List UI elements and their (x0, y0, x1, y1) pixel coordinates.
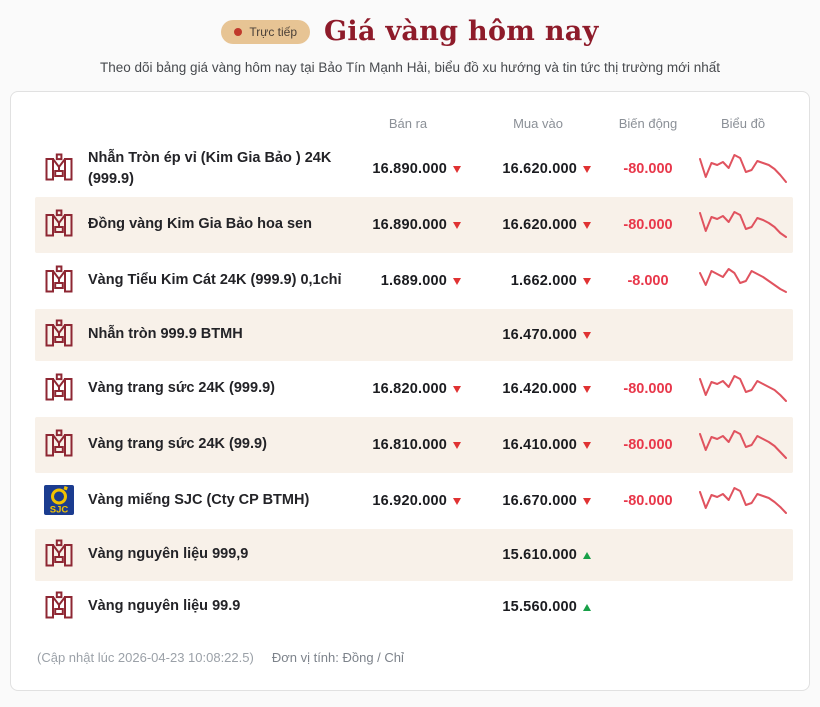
table-footer (35, 633, 793, 665)
buy-price: 15.610.000 (502, 547, 577, 563)
sjc-logo-icon (44, 485, 74, 517)
product-cell (35, 429, 343, 461)
product-cell (35, 148, 343, 190)
svg-text:SJC: SJC (49, 504, 69, 515)
product-cell (35, 485, 343, 517)
sell-price: 16.920.000 (372, 493, 447, 509)
btmh-logo-icon (44, 319, 74, 351)
buy-price-cell (473, 273, 603, 289)
sparkline-chart (693, 203, 793, 247)
sparkline-chart (693, 259, 793, 303)
buy-price: 16.470.000 (502, 327, 577, 343)
sell-trend-arrow-icon (453, 222, 461, 229)
buy-price-cell (473, 547, 603, 563)
column-header-change: Biến động (618, 116, 678, 131)
table-row (35, 581, 793, 633)
column-header-chart: Biểu đồ (720, 116, 766, 131)
buy-price-cell (473, 327, 603, 343)
product-name: Vàng miếng SJC (Cty CP BTMH) (88, 492, 310, 509)
sell-price-cell (343, 437, 473, 453)
table-row (35, 361, 793, 417)
sell-price-cell (343, 273, 473, 289)
sell-trend-arrow-icon (453, 442, 461, 449)
buy-price: 1.662.000 (510, 273, 577, 289)
sell-price: 16.890.000 (372, 217, 447, 233)
product-cell (35, 265, 343, 297)
table-row (35, 529, 793, 581)
product-name: Vàng trang sức 24K (99.9) (88, 436, 267, 453)
page-header (0, 0, 820, 75)
btmh-logo-icon (44, 209, 74, 241)
buy-price-cell (473, 161, 603, 177)
product-cell (35, 539, 343, 571)
table-row (35, 141, 793, 197)
sell-price: 16.820.000 (372, 381, 447, 397)
sell-trend-arrow-icon (453, 278, 461, 285)
btmh-logo-icon (44, 265, 74, 297)
sparkline-chart (693, 479, 793, 523)
btmh-logo-icon (44, 373, 74, 405)
table-row (35, 197, 793, 253)
buy-price: 16.620.000 (502, 161, 577, 177)
sell-price-cell (343, 493, 473, 509)
change-value: -80.000 (623, 161, 673, 177)
product-cell (35, 591, 343, 623)
live-badge (221, 20, 310, 44)
buy-trend-arrow-icon (583, 442, 591, 449)
buy-trend-arrow-icon (583, 332, 591, 339)
product-cell (35, 209, 343, 241)
sell-trend-arrow-icon (453, 386, 461, 393)
buy-price-cell (473, 493, 603, 509)
buy-trend-arrow-icon (583, 278, 591, 285)
column-header-sell: Bán ra (388, 116, 428, 131)
buy-price: 16.410.000 (502, 437, 577, 453)
table-row (35, 309, 793, 361)
sparkline-chart (693, 147, 793, 191)
sparkline-chart (693, 367, 793, 411)
change-value: -80.000 (623, 493, 673, 509)
table-row (35, 473, 793, 529)
table-body (35, 141, 793, 633)
btmh-logo-icon (44, 591, 74, 623)
buy-price-cell (473, 217, 603, 233)
btmh-logo-icon (44, 153, 74, 185)
buy-trend-arrow-icon (583, 552, 591, 559)
page-title: Giá vàng hôm nay (324, 16, 599, 47)
buy-trend-arrow-icon (583, 222, 591, 229)
sell-price-cell (343, 161, 473, 177)
buy-price-cell (473, 599, 603, 615)
buy-price: 15.560.000 (502, 599, 577, 615)
live-badge-label: Trực tiếp (249, 24, 298, 39)
change-value: -8.000 (627, 273, 669, 289)
product-name: Nhẫn Tròn ép vỉ (Kim Gia Bảo ) 24K (999.9) (88, 149, 332, 187)
table-row (35, 253, 793, 309)
buy-trend-arrow-icon (583, 498, 591, 505)
buy-price: 16.670.000 (502, 493, 577, 509)
buy-trend-arrow-icon (583, 166, 591, 173)
live-dot-icon (234, 28, 242, 36)
product-name: Vàng nguyên liệu 999,9 (88, 546, 249, 563)
product-name: Vàng nguyên liệu 99.9 (88, 598, 241, 615)
price-table-card (10, 91, 810, 691)
sell-price: 16.810.000 (372, 437, 447, 453)
table-row (35, 417, 793, 473)
change-value: -80.000 (623, 437, 673, 453)
sell-trend-arrow-icon (453, 498, 461, 505)
buy-trend-arrow-icon (583, 604, 591, 611)
change-value: -80.000 (623, 381, 673, 397)
unit-note: Đơn vị tính: Đồng / Chỉ (271, 650, 404, 665)
sell-price-cell (343, 381, 473, 397)
sell-price-cell (343, 217, 473, 233)
updated-timestamp: (Cập nhật lúc 2026-04-23 10:08:22.5) (37, 650, 254, 665)
product-name: Đồng vàng Kim Gia Bảo hoa sen (88, 216, 312, 233)
sell-price: 1.689.000 (380, 273, 447, 289)
sparkline-chart (693, 423, 793, 467)
btmh-logo-icon (44, 539, 74, 571)
table-header-row (35, 102, 793, 141)
buy-price-cell (473, 437, 603, 453)
change-value: -80.000 (623, 217, 673, 233)
product-cell (35, 319, 343, 351)
page-subtitle: Theo dõi bảng giá vàng hôm nay tại Bảo Tín Mạnh Hải, biểu đồ xu hướng và tin tức thị trường mới nhất (99, 60, 721, 75)
product-cell (35, 373, 343, 405)
buy-trend-arrow-icon (583, 386, 591, 393)
btmh-logo-icon (44, 429, 74, 461)
column-header-buy: Mua vào (513, 116, 563, 131)
sell-price: 16.890.000 (372, 161, 447, 177)
buy-price: 16.420.000 (502, 381, 577, 397)
product-name: Vàng Tiểu Kim Cát 24K (999.9) 0,1chỉ (88, 272, 342, 289)
product-name: Nhẫn tròn 999.9 BTMH (88, 326, 243, 343)
product-name: Vàng trang sức 24K (999.9) (88, 380, 275, 397)
buy-price-cell (473, 381, 603, 397)
sell-trend-arrow-icon (453, 166, 461, 173)
buy-price: 16.620.000 (502, 217, 577, 233)
